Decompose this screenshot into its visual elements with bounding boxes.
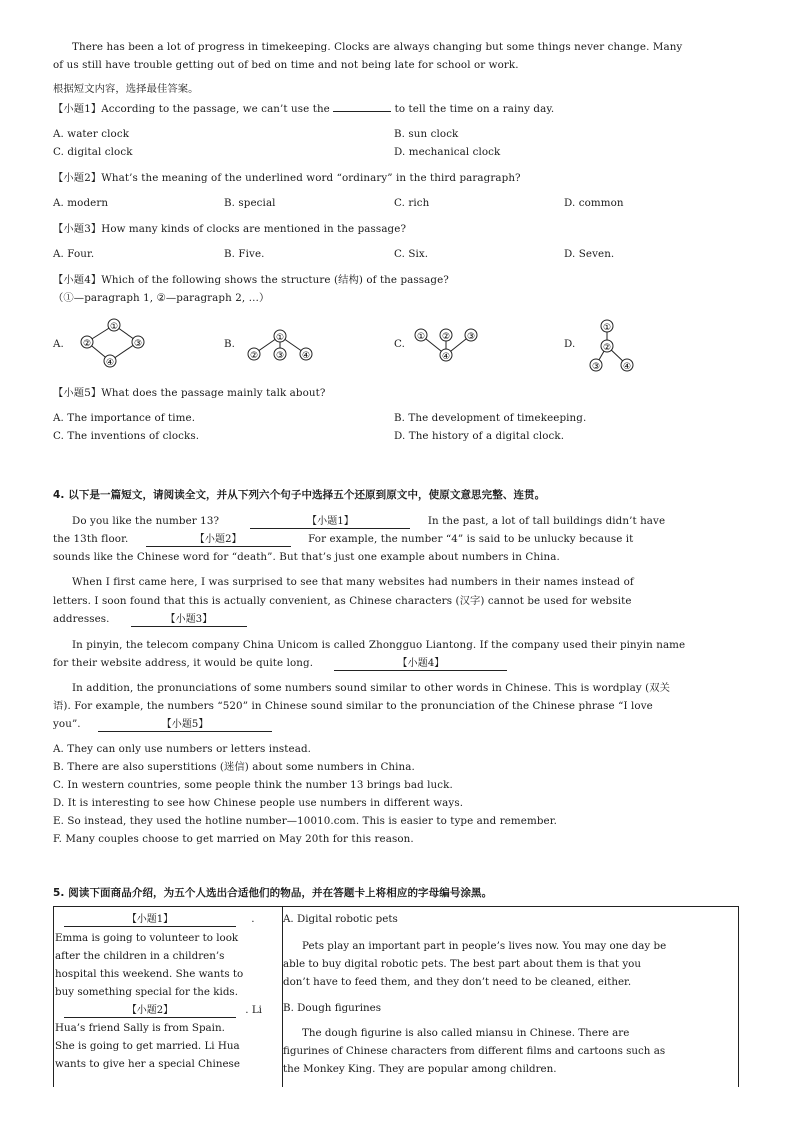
- node-4: [300, 348, 312, 361]
- instruction: 根据短文内容，选择最佳答案。: [53, 83, 199, 95]
- q5-stem: 【小题5】What does the passage mainly talk about?: [53, 387, 326, 399]
- s4-blank-3[interactable]: [131, 613, 247, 627]
- tail-text: .: [251, 913, 255, 925]
- s4-option-a[interactable]: A. They can only use numbers or letters instead.: [53, 743, 312, 755]
- node-2: [440, 329, 452, 342]
- s4-text: In the past, a lot of tall buildings didn’t have: [427, 515, 666, 527]
- person-2-line-3: wants to give her a special Chinese: [55, 1058, 240, 1070]
- q1-stem-a: 【小题1】According to the passage, we can’t use the: [53, 103, 330, 115]
- person-2-line-2: She is going to get married. Li Hua: [55, 1040, 240, 1052]
- blank-label: 【小题2】: [194, 534, 242, 545]
- q4-note: （①—paragraph 1, ②—paragraph 2, …）: [53, 292, 270, 304]
- structure-diagram-c: [408, 322, 488, 367]
- section-5-title: 5. 阅读下面商品介绍，为五个人选出合适他们的物品，并在答题卡上将相应的字母编号涂黑。: [53, 887, 493, 899]
- svg-text:①: ①: [275, 333, 285, 343]
- q3-option-c[interactable]: C. Six.: [394, 248, 429, 260]
- s4-text: Do you like the number 13?: [72, 515, 220, 527]
- s4-line-2: [53, 532, 633, 547]
- q1-blank[interactable]: [333, 111, 391, 112]
- tail-text: . Li: [245, 1004, 262, 1016]
- q4-stem: 【小题4】Which of the following shows the structure (结构) of the passage?: [53, 274, 449, 286]
- svg-text:④: ④: [105, 358, 115, 368]
- node-1: [601, 320, 613, 333]
- blank-label: 【小题1】: [126, 914, 174, 925]
- s5-blank-1[interactable]: [64, 913, 236, 927]
- node-2: [601, 340, 613, 353]
- s4-blank-1[interactable]: [250, 515, 410, 529]
- s4-blank-4[interactable]: [334, 657, 507, 671]
- q5-option-a[interactable]: A. The importance of time.: [53, 412, 196, 424]
- node-3: [590, 359, 602, 372]
- q1-stem: [53, 102, 554, 116]
- s4-line-1: [72, 514, 665, 529]
- blank-label: 【小题1】: [307, 516, 354, 527]
- q2-option-b[interactable]: B. special: [224, 197, 276, 209]
- svg-text:①: ①: [416, 332, 426, 342]
- s4-option-d[interactable]: D. It is interesting to see how Chinese people use numbers in different ways.: [53, 797, 464, 809]
- svg-text:④: ④: [622, 362, 632, 372]
- svg-text:③: ③: [133, 339, 143, 349]
- node-2: [81, 336, 93, 349]
- node-3: [465, 329, 477, 342]
- s4-line-11: [53, 717, 272, 732]
- product-a-line-1: Pets play an important part in people’s lives now. You may one day be: [302, 940, 667, 952]
- section-4-title: 4. 以下是一篇短文，请阅读全文，并从下列六个句子中选择五个还原到原文中，使原文意思完整、连贯。: [53, 489, 546, 501]
- person-1-line-2: after the children in a children’s: [55, 950, 225, 962]
- q5-option-b[interactable]: B. The development of timekeeping.: [394, 412, 587, 424]
- q2-stem: 【小题2】What’s the meaning of the underlined word “ordinary” in the third paragraph?: [53, 172, 521, 184]
- svg-text:②: ②: [249, 351, 259, 361]
- structure-diagram-d: [580, 316, 640, 376]
- node-1: [415, 329, 427, 342]
- person-1-line-4: buy something special for the kids.: [55, 986, 238, 998]
- product-b-line-1: The dough figurine is also called miansu in Chinese. There are: [302, 1027, 630, 1039]
- intro-line-2: of us still have trouble getting out of bed on time and not being late for school or work.: [53, 59, 519, 71]
- q1-stem-b: to tell the time on a rainy day.: [394, 103, 555, 115]
- svg-text:②: ②: [82, 339, 92, 349]
- svg-text:②: ②: [602, 343, 612, 353]
- s4-line-3: sounds like the Chinese word for “death”. But that’s just one example about numbers in China.: [53, 551, 560, 563]
- s5-blank-2[interactable]: [64, 1004, 236, 1018]
- svg-text:③: ③: [466, 332, 476, 342]
- q2-option-c[interactable]: C. rich: [394, 197, 430, 209]
- s4-option-b[interactable]: B. There are also superstitions (迷信) about some numbers in China.: [53, 761, 415, 773]
- person-2-header: [56, 1001, 262, 1019]
- blank-label: 【小题5】: [161, 719, 209, 730]
- person-2-line-1: Hua’s friend Sally is from Spain.: [55, 1022, 225, 1034]
- product-b-title: B. Dough figurines: [283, 1002, 382, 1014]
- node-3: [274, 348, 286, 361]
- s4-line-9: In addition, the pronunciations of some numbers sound similar to other words in Chinese. This is wordplay (双关: [72, 682, 671, 694]
- q4-option-d[interactable]: D.: [564, 338, 576, 350]
- s4-option-e[interactable]: E. So instead, they used the hotline number—10010.com. This is easier to type and remember.: [53, 815, 558, 827]
- q5-option-c[interactable]: C. The inventions of clocks.: [53, 430, 200, 442]
- node-4: [104, 355, 116, 368]
- s4-line-7: In pinyin, the telecom company China Unicom is called Zhongguo Liantong. If the company used their pinyin name: [72, 639, 686, 651]
- s4-line-10: 语). For example, the numbers “520” in Chinese sound similar to the pronunciation of the Chinese phrase “I love: [53, 700, 653, 712]
- q4-option-c[interactable]: C.: [394, 338, 405, 350]
- s4-option-c[interactable]: C. In western countries, some people think the number 13 brings bad luck.: [53, 779, 453, 791]
- person-1-header: [56, 910, 255, 928]
- blank-label: 【小题3】: [165, 614, 213, 625]
- q1-option-d[interactable]: D. mechanical clock: [394, 146, 501, 158]
- q1-option-b[interactable]: B. sun clock: [394, 128, 459, 140]
- s4-line-6: [53, 612, 247, 627]
- s4-text: you”.: [53, 718, 81, 730]
- svg-text:③: ③: [275, 351, 285, 361]
- intro-line-1: There has been a lot of progress in timekeeping. Clocks are always changing but some things never change. Many: [72, 41, 683, 53]
- s4-line-8: [53, 656, 507, 671]
- q1-option-c[interactable]: C. digital clock: [53, 146, 133, 158]
- structure-diagram-b: [240, 322, 320, 367]
- s4-option-f[interactable]: F. Many couples choose to get married on May 20th for this reason.: [53, 833, 414, 845]
- node-1: [108, 319, 120, 332]
- q3-option-a[interactable]: A. Four.: [53, 248, 95, 260]
- person-1-line-1: Emma is going to volunteer to look: [55, 932, 239, 944]
- q3-option-d[interactable]: D. Seven.: [564, 248, 615, 260]
- q5-option-d[interactable]: D. The history of a digital clock.: [394, 430, 565, 442]
- person-1-line-3: hospital this weekend. She wants to: [55, 968, 244, 980]
- q2-option-a[interactable]: A. modern: [53, 197, 109, 209]
- q3-stem: 【小题3】How many kinds of clocks are mentioned in the passage?: [53, 223, 407, 235]
- svg-text:④: ④: [301, 351, 311, 361]
- node-4: [621, 359, 633, 372]
- node-1: [274, 330, 286, 343]
- product-a-title: A. Digital robotic pets: [283, 913, 398, 925]
- q4-option-b[interactable]: B.: [224, 338, 236, 350]
- svg-text:③: ③: [591, 362, 601, 372]
- product-a-line-3: don’t have to feed them, and they don’t need to be cleaned, either.: [283, 976, 632, 988]
- product-b-line-3: the Monkey King. They are popular among children.: [283, 1063, 557, 1075]
- svg-text:①: ①: [602, 323, 612, 333]
- s4-text: For example, the number “4” is said to be unlucky because it: [308, 533, 634, 545]
- blank-label: 【小题2】: [126, 1005, 174, 1016]
- q2-option-d[interactable]: D. common: [564, 197, 624, 209]
- s4-blank-2[interactable]: [146, 533, 291, 547]
- s4-text: addresses.: [53, 613, 110, 625]
- s4-text: the 13th floor.: [53, 533, 129, 545]
- product-table: [53, 906, 739, 1087]
- product-a-line-2: able to buy digital robotic pets. The best part about them is that you: [283, 958, 641, 970]
- q1-option-a[interactable]: A. water clock: [53, 128, 130, 140]
- svg-text:④: ④: [441, 352, 451, 362]
- structure-diagram-a: [66, 314, 156, 374]
- node-3: [132, 336, 144, 349]
- s4-line-5: letters. I soon found that this is actually convenient, as Chinese characters (汉字) cannot be used for website: [53, 595, 632, 607]
- s4-text: for their website address, it would be quite long.: [53, 657, 314, 669]
- s4-line-4: When I first came here, I was surprised to see that many websites had numbers in their names instead of: [72, 576, 634, 588]
- svg-text:②: ②: [441, 332, 451, 342]
- product-b-line-2: figurines of Chinese characters from different films and cartoons such as: [283, 1045, 666, 1057]
- q3-option-b[interactable]: B. Five.: [224, 248, 265, 260]
- blank-label: 【小题4】: [397, 658, 445, 669]
- node-2: [248, 348, 260, 361]
- svg-text:①: ①: [109, 322, 119, 332]
- q4-option-a[interactable]: A.: [53, 338, 64, 350]
- s4-blank-5[interactable]: [98, 718, 272, 732]
- node-4: [440, 349, 452, 362]
